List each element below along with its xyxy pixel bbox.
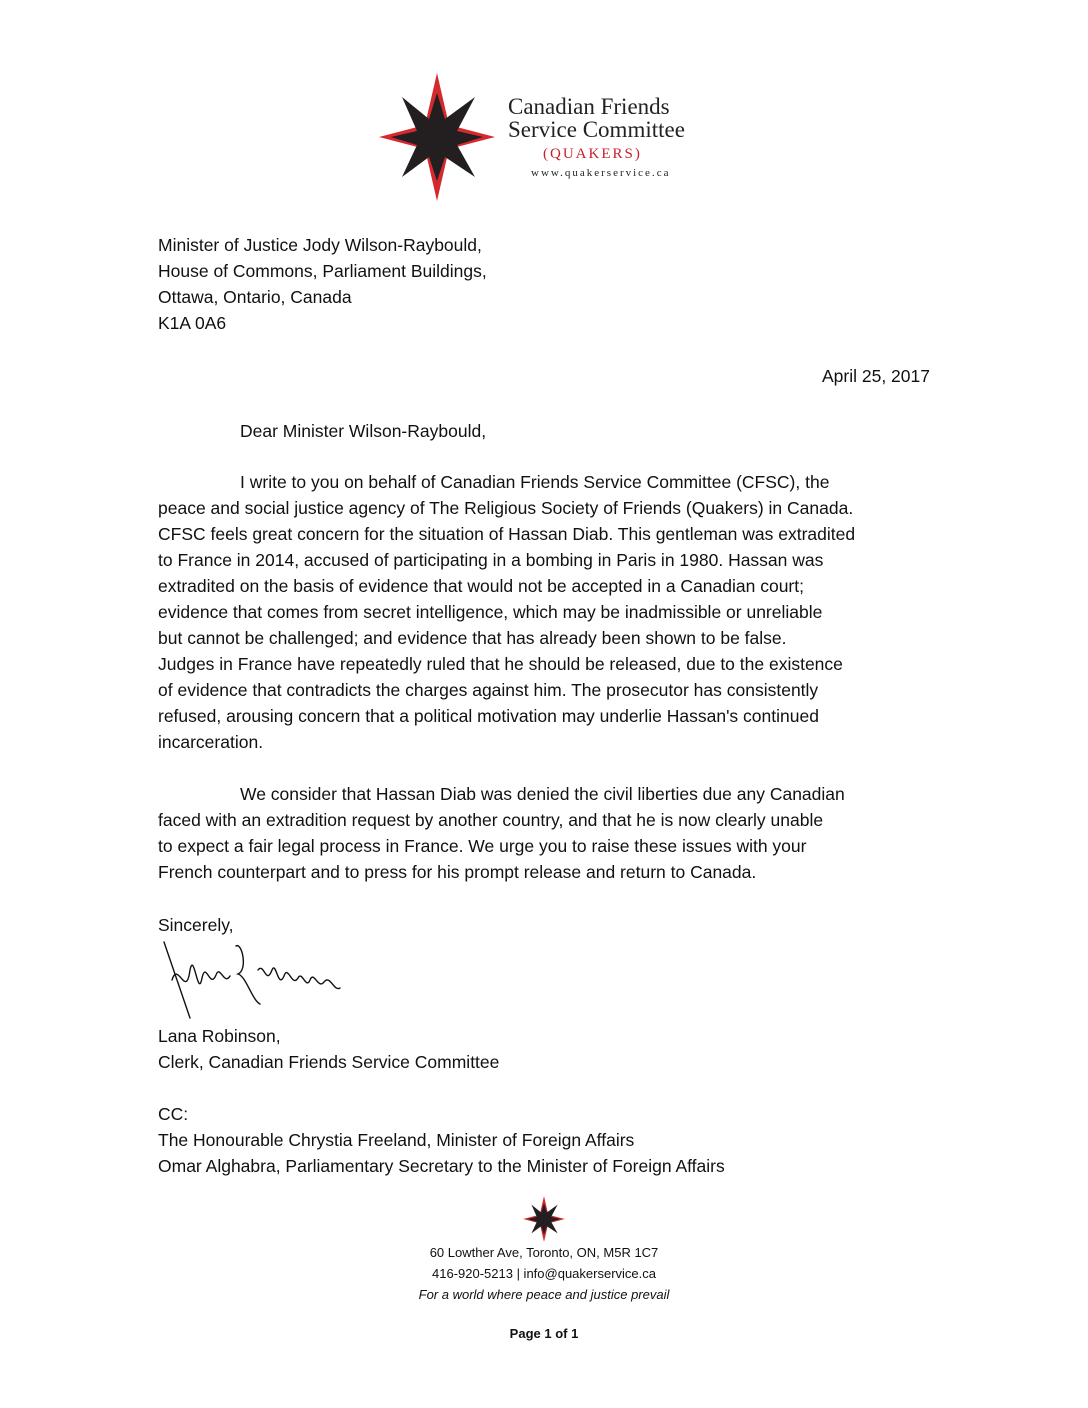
footer-address: 60 Lowther Ave, Toronto, ON, M5R 1C7 — [429, 1245, 659, 1260]
paragraph-line: to expect a fair legal process in France. We urge you to raise these issues with your — [158, 836, 807, 856]
eight-point-star-icon — [377, 73, 497, 201]
paragraph-line: We consider that Hassan Diab was denied the civil liberties due any Canadian — [240, 784, 845, 804]
paragraph-line: to France in 2014, accused of participating in a bombing in Paris in 1980. Hassan was — [158, 550, 824, 570]
salutation: Dear Minister Wilson-Raybould, — [240, 421, 487, 441]
paragraph-line: Judges in France have repeatedly ruled that he should be released, due to the existence — [158, 654, 843, 674]
body-paragraph-1 — [158, 469, 933, 755]
closing: Sincerely, — [158, 915, 234, 935]
signer-block — [158, 1023, 499, 1075]
page-number: Page 1 of 1 — [509, 1326, 579, 1341]
org-tag: (QUAKERS) — [543, 146, 642, 162]
letter-date: April 25, 2017 — [822, 366, 930, 386]
cc-recipient: The Honourable Chrystia Freeland, Minister of Foreign Affairs — [158, 1130, 635, 1150]
address-line: House of Commons, Parliament Buildings, — [158, 261, 487, 281]
cc-label: CC: — [158, 1104, 189, 1124]
address-line: Minister of Justice Jody Wilson-Raybould, — [158, 235, 482, 255]
org-name-line2: Service Committee — [508, 117, 685, 142]
address-line: Ottawa, Ontario, Canada — [158, 287, 352, 307]
signer-title: Clerk, Canadian Friends Service Committee — [158, 1052, 500, 1072]
paragraph-line: faced with an extradition request by another country, and that he is now clearly unable — [158, 810, 824, 830]
body-paragraph-2 — [158, 781, 933, 885]
paragraph-line: French counterpart and to press for his prompt release and return to Canada. — [158, 862, 757, 882]
cc-recipient: Omar Alghabra, Parliamentary Secretary to the Minister of Foreign Affairs — [158, 1156, 725, 1176]
address-line: K1A 0A6 — [158, 313, 227, 333]
footer-tagline: For a world where peace and justice prevail — [418, 1287, 670, 1302]
org-url: www.quakerservice.ca — [531, 167, 671, 179]
paragraph-line: of evidence that contradicts the charges against him. The prosecutor has consistently — [158, 680, 819, 700]
footer-contact: 416-920-5213 | info@quakerservice.ca — [432, 1266, 656, 1281]
cc-block — [158, 1101, 725, 1179]
paragraph-line: evidence that comes from secret intelligence, which may be inadmissible or unreliable — [158, 602, 823, 622]
signer-name: Lana Robinson, — [158, 1026, 281, 1046]
paragraph-line: peace and social justice agency of The Religious Society of Friends (Quakers) in Canada. — [158, 498, 854, 518]
letterhead — [377, 73, 717, 201]
signature-icon — [160, 940, 350, 1020]
recipient-address — [158, 232, 487, 336]
paragraph-line: I write to you on behalf of Canadian Friends Service Committee (CFSC), the — [240, 472, 830, 492]
paragraph-line: refused, arousing concern that a political motivation may underlie Hassan's continued — [158, 706, 819, 726]
footer-star-icon — [522, 1196, 566, 1242]
org-name-line1: Canadian Friends — [508, 94, 670, 119]
paragraph-line: incarceration. — [158, 732, 264, 752]
paragraph-line: extradited on the basis of evidence that would not be accepted in a Canadian court; — [158, 576, 804, 596]
paragraph-line: but cannot be challenged; and evidence that has already been shown to be false. — [158, 628, 787, 648]
paragraph-line: CFSC feels great concern for the situation of Hassan Diab. This gentleman was extradited — [158, 524, 856, 544]
